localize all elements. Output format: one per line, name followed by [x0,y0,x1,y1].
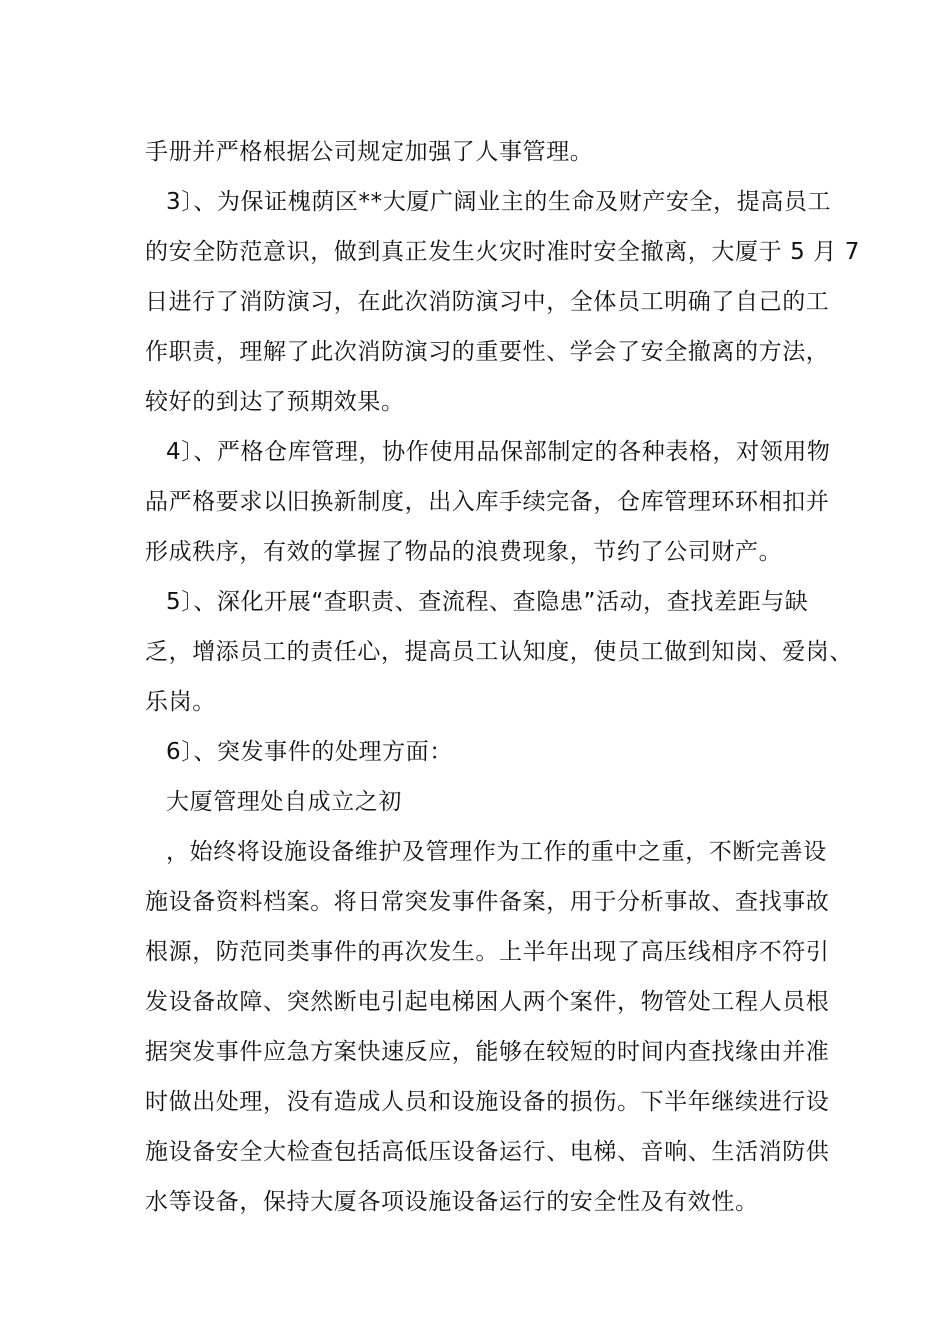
text-line: 发设备故障、突然断电引起电梯困人两个案件，物管处工程人员根 [145,989,830,1015]
text-line: 施设备安全大检查包括高低压设备运行、电梯、音响、生活消防供 [145,1139,830,1165]
text-line: 的安全防范意识，做到真正发生火灾时准时安全撤离，大厦于 5 月 7 [145,239,860,265]
text-line: 手册并严格根据公司规定加强了人事管理。 [145,139,594,165]
text-line: 时做出处理，没有造成人员和设施设备的损伤。下半年继续进行设 [145,1089,830,1115]
text-line: 较好的到达了预期效果。 [145,389,405,415]
text-line: 6〕、突发事件的处理方面： [166,739,453,765]
text-line: 形成秩序，有效的掌握了物品的浪费现象，节约了公司财产。 [145,539,783,565]
text-line: 水等设备，保持大厦各项设施设备运行的安全性及有效性。 [145,1189,759,1215]
text-line: 据突发事件应急方案快速反应，能够在较短的时间内查找缘由并准 [145,1039,830,1065]
text-line: 根源，防范同类事件的再次发生。上半年出现了高压线相序不符引 [145,939,830,965]
text-line: 3〕、为保证槐荫区**大厦广阔业主的生命及财产安全，提高员工 [166,189,832,215]
text-line: 作职责，理解了此次消防演习的重要性、学会了安全撤离的方法， [145,339,830,365]
text-line: 施设备资料档案。将日常突发事件备案，用于分析事故、查找事故 [145,889,830,915]
text-line: 品严格要求以旧换新制度，出入库手续完备，仓库管理环环相扣并 [145,489,830,515]
text-line: 乐岗。 [145,689,216,715]
text-line: 日进行了消防演习，在此次消防演习中，全体员工明确了自己的工 [145,289,830,315]
text-line: 5〕、深化开展“查职责、查流程、查隐患”活动，查找差距与缺 [166,589,809,615]
text-line: 乏，增添员工的责任心，提高员工认知度，使员工做到知岗、爱岗、 [145,639,853,665]
text-line: 4〕、严格仓库管理，协作使用品保部制定的各种表格，对领用物 [166,439,831,465]
text-line: 大厦管理处自成立之初 [166,789,402,815]
text-line: ，始终将设施设备维护及管理作为工作的重中之重，不断完善设 [166,839,827,865]
